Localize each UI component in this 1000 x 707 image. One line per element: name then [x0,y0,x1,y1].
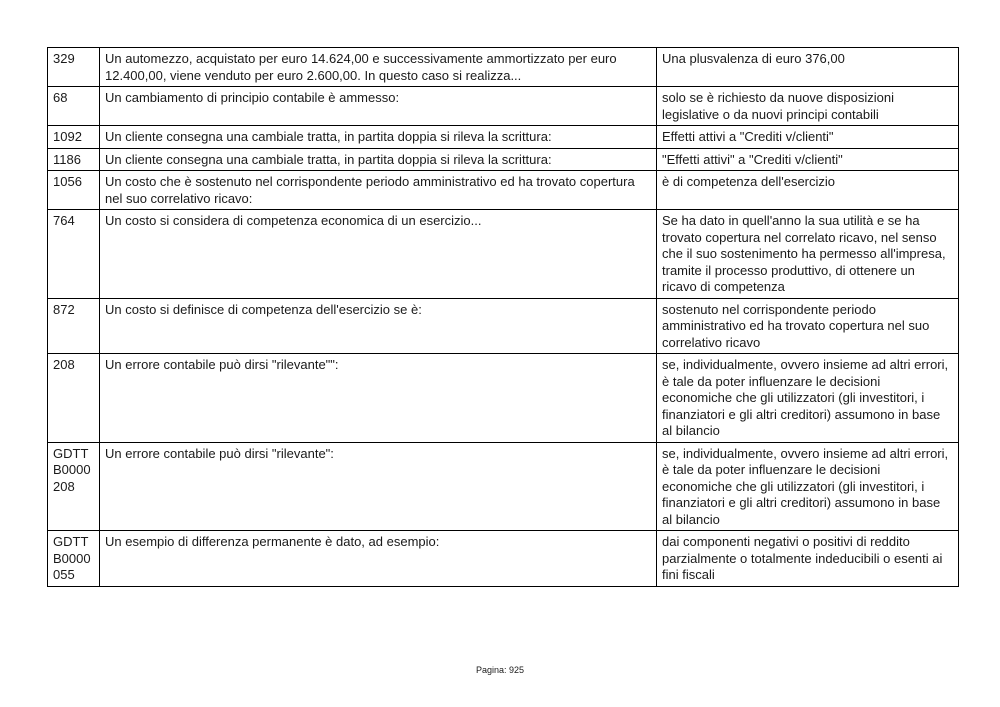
table-row [48,171,959,210]
question-cell: Un costo che è sostenuto nel corrispondente periodo amministrativo ed ha trovato copertura nel suo correlativo ricavo: [100,171,657,210]
question-id-cell: 1186 [48,148,100,171]
table-row [48,210,959,299]
question-cell: Un errore contabile può dirsi "rilevante"": [100,354,657,443]
question-id-cell: 1092 [48,126,100,149]
question-id-cell: GDTT B0000 208 [48,442,100,531]
page-number: Pagina: 925 [475,665,525,675]
question-cell: Un costo si considera di competenza economica di un esercizio... [100,210,657,299]
answer-cell: dai componenti negativi o positivi di reddito parzialmente o totalmente indeducibili o esenti ai fini fiscali [657,531,959,587]
answer-cell: è di competenza dell'esercizio [657,171,959,210]
table-row [48,148,959,171]
table-row [48,48,959,87]
answer-cell: Effetti attivi a "Crediti v/clienti" [657,126,959,149]
table-row [48,126,959,149]
question-id-cell: 208 [48,354,100,443]
table-row [48,442,959,531]
question-cell: Un esempio di differenza permanente è dato, ad esempio: [100,531,657,587]
question-cell: Un costo si definisce di competenza dell'esercizio se è: [100,298,657,354]
question-cell: Un cliente consegna una cambiale tratta, in partita doppia si rileva la scrittura: [100,148,657,171]
question-cell: Un automezzo, acquistato per euro 14.624,00 e successivamente ammortizzato per euro 12.400,00, viene venduto per euro 2.600,00. In questo caso si realizza... [100,48,657,87]
answer-cell: Una plusvalenza di euro 376,00 [657,48,959,87]
questions-table [47,47,959,587]
question-id-cell: 329 [48,48,100,87]
question-cell: Un cambiamento di principio contabile è ammesso: [100,87,657,126]
answer-cell: se, individualmente, ovvero insieme ad altri errori, è tale da poter influenzare le decisioni economiche che gli utilizzatori (gli investitori, i finanziatori e gli altri creditori) assumono in base al bilancio [657,442,959,531]
table-row [48,531,959,587]
answer-cell: solo se è richiesto da nuove disposizioni legislative o da nuovi principi contabili [657,87,959,126]
table-row [48,298,959,354]
answer-cell: "Effetti attivi" a "Crediti v/clienti" [657,148,959,171]
answer-cell: sostenuto nel corrispondente periodo amministrativo ed ha trovato copertura nel suo correlativo ricavo [657,298,959,354]
question-id-cell: 1056 [48,171,100,210]
table-body [48,48,959,587]
question-cell: Un cliente consegna una cambiale tratta, in partita doppia si rileva la scrittura: [100,126,657,149]
question-id-cell: 68 [48,87,100,126]
answer-cell: Se ha dato in quell'anno la sua utilità e se ha trovato copertura nel correlato ricavo, nel senso che il suo sostenimento ha permesso all'impresa, tramite il processo produttivo, di ottenere un ricavo di competenza [657,210,959,299]
question-id-cell: 764 [48,210,100,299]
question-cell: Un errore contabile può dirsi "rilevante": [100,442,657,531]
answer-cell: se, individualmente, ovvero insieme ad altri errori, è tale da poter influenzare le decisioni economiche che gli utilizzatori (gli investitori, i finanziatori e gli altri creditori) assumono in base al bilancio [657,354,959,443]
question-id-cell: GDTT B0000 055 [48,531,100,587]
table-row [48,87,959,126]
table-row [48,354,959,443]
question-id-cell: 872 [48,298,100,354]
